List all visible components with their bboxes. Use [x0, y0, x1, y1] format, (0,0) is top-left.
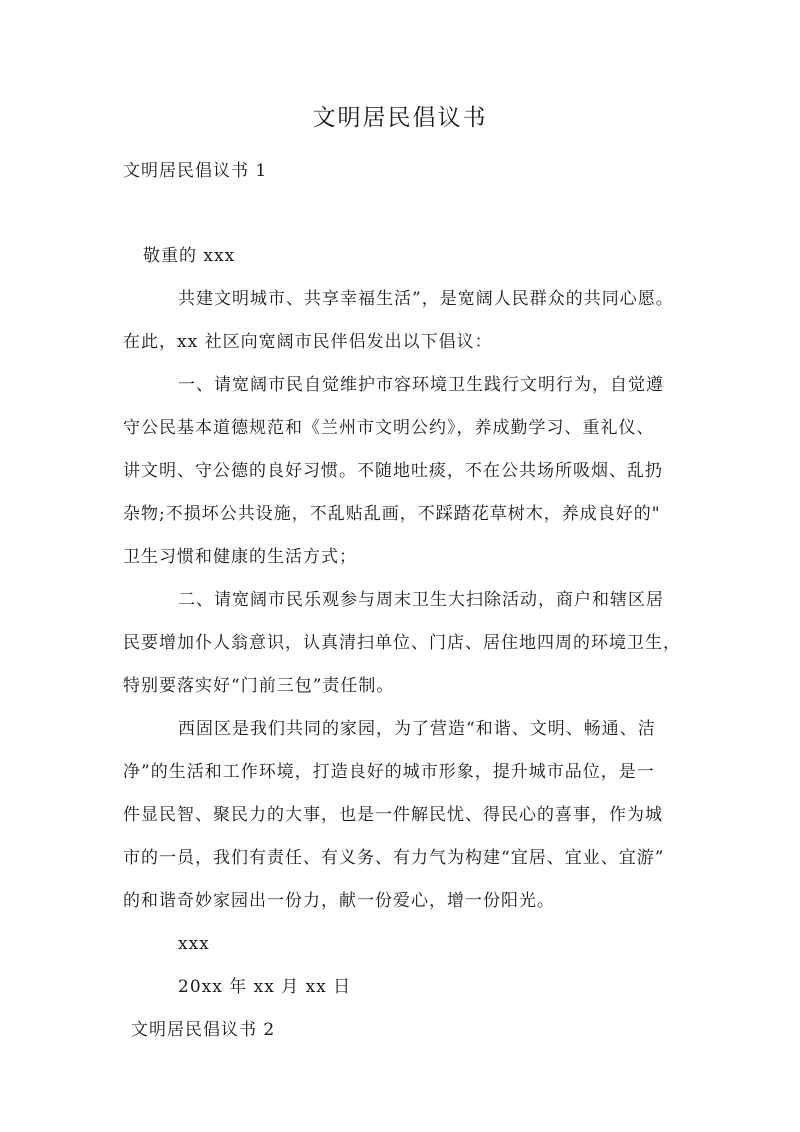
paragraph-line: 共建文明城市、共享幸福生活”，是宽阔人民群众的共同心愿。: [178, 289, 674, 309]
paragraph-line: 的和谐奇妙家园出一份力，献一份爱心，增一份阳光。: [123, 891, 555, 911]
greeting: 敬重的 xxx: [143, 246, 236, 266]
paragraph-line: 讲文明、守公德的良好习惯。不随地吐痰，不在公共场所吸烟、乱扔: [123, 461, 663, 481]
paragraph-line: 净”的生活和工作环境，打造良好的城市形象，提升城市品位，是一: [123, 762, 655, 782]
paragraph-line: 守公民基本道德规范和《兰州市文明公约》，养成勤学习、重礼仪、: [123, 418, 655, 438]
paragraph-line: 一、请宽阔市民自觉维护市容环境卫生践行文明行为，自觉遵: [178, 375, 664, 395]
paragraph-line: 卫生习惯和健康的生活方式；: [123, 547, 357, 567]
paragraph-line: 二、请宽阔市民乐观参与周末卫生大扫除活动，商户和辖区居: [178, 590, 664, 610]
date-line: 20xx 年 xx 月 xx 日: [178, 977, 352, 997]
paragraph-line: 杂物;不损坏公共设施，不乱贴乱画，不踩踏花草树木，养成良好的": [123, 504, 661, 524]
section-2-heading: 文明居民倡议书 2: [131, 1020, 276, 1040]
document-title: 文明居民倡议书: [312, 105, 488, 131]
paragraph-line: 特别要落实好“门前三包”责任制。: [123, 676, 395, 696]
paragraph-line: 在此，xx 社区向宽阔市民伴侣发出以下倡议：: [123, 332, 493, 352]
section-1-heading: 文明居民倡议书 1: [123, 161, 268, 181]
paragraph-line: 西固区是我们共同的家园，为了营造“和谐、文明、畅通、洁: [178, 719, 656, 739]
paragraph-line: 件显民智、聚民力的大事，也是一件解民忧、得民心的喜事，作为城: [123, 805, 663, 825]
signature: xxx: [178, 934, 210, 954]
paragraph-line: 市的一员，我们有责任、有义务、有力气为构建“宜居、宜业、宜游”: [123, 848, 665, 868]
paragraph-line: 民要增加仆人翁意识，认真清扫单位、门店、居住地四周的环境卫生，: [123, 633, 681, 653]
